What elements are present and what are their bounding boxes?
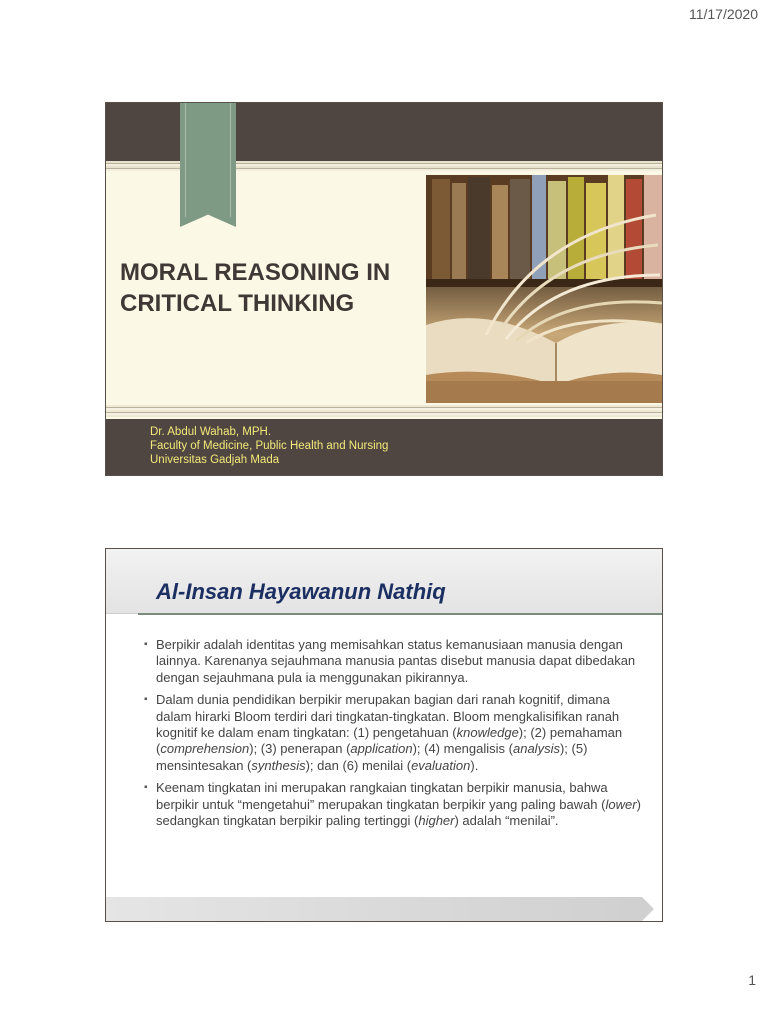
author-name: Dr. Abdul Wahab, MPH. xyxy=(150,426,272,438)
bottom-stripes xyxy=(106,405,662,417)
page-date: 11/17/2020 xyxy=(688,6,758,22)
bullet-term-italic: analysis xyxy=(512,741,560,757)
bookmark-ribbon xyxy=(180,103,236,227)
bullet-text: ). xyxy=(470,757,479,773)
author-block xyxy=(150,425,388,467)
bullet-text: ) adalah “menilai”. xyxy=(454,813,559,829)
bullet-text: Keenam tingkatan ini merupakan rangkaian tingkatan berpikir manusia, bahwa berpikir untuk “mengetahui” merupakan tingkatan berpikir yang paling bawah ( xyxy=(156,780,608,812)
bullet-item xyxy=(144,637,644,686)
bullet-marker-icon: ▪ xyxy=(144,639,148,650)
bullet-text: Dalam dunia pendidikan berpikir merupakan bagian dari ranah kognitif, dimana dalam hirarki Bloom terdiri dari tingkatan-tingkatan. Bloom mengkalisifikan ranah kognitif ke dalam enam tingkatan: (1) pengetahuan ( xyxy=(156,692,620,741)
page-number: 1 xyxy=(748,972,756,988)
bullet-marker-icon: ▪ xyxy=(144,782,148,794)
bullet-text: Berpikir adalah identitas yang memisahkan status kemanusiaan manusia dengan lainnya. Karenanya sejauhmana manusia pantas disebut manusia dapat dibedakan dengan sejauhmana pula ia menggunakan pikirannya. xyxy=(156,637,636,685)
bullet-term-italic: synthesis xyxy=(251,757,306,773)
bullet-term-italic: evaluation xyxy=(411,757,471,773)
author-faculty: Faculty of Medicine, Public Health and Nursing xyxy=(150,440,389,452)
open-book-illustration xyxy=(426,175,662,403)
bullet-text: ); dan (6) menilai ( xyxy=(305,757,412,773)
bullet-text: ) sedangkan tingkatan berpikir paling tertinggi ( xyxy=(156,796,641,829)
bullet-marker-icon: ▪ xyxy=(144,694,148,706)
content-slide xyxy=(105,548,663,922)
bullet-text: ); (3) penerapan ( xyxy=(249,741,351,757)
bullet-term-italic: application xyxy=(350,741,413,757)
bullet-item xyxy=(144,692,644,774)
bullet-text: ); (4) mengalisis ( xyxy=(412,741,513,757)
title-slide xyxy=(105,102,663,476)
slide-footer-bar xyxy=(106,897,662,921)
bullet-term-italic: lower xyxy=(605,796,637,812)
bullet-term-italic: higher xyxy=(418,813,455,829)
slide-heading: Al-Insan Hayawanun Nathiq xyxy=(156,579,446,604)
bullet-item xyxy=(144,780,644,829)
author-university: Universitas Gadjah Mada xyxy=(150,454,280,466)
slide-title: MORAL REASONING IN CRITICAL THINKING xyxy=(120,259,391,317)
bullet-term-italic: comprehension xyxy=(160,741,250,757)
bullet-text: ); (2) pemahaman ( xyxy=(156,725,623,757)
open-book-image xyxy=(426,175,662,403)
header-rule xyxy=(138,613,662,615)
bullet-text: ); (5) mensintesakan ( xyxy=(156,741,588,773)
bullet-term-italic: knowledge xyxy=(456,725,519,741)
bullet-list xyxy=(144,637,644,835)
